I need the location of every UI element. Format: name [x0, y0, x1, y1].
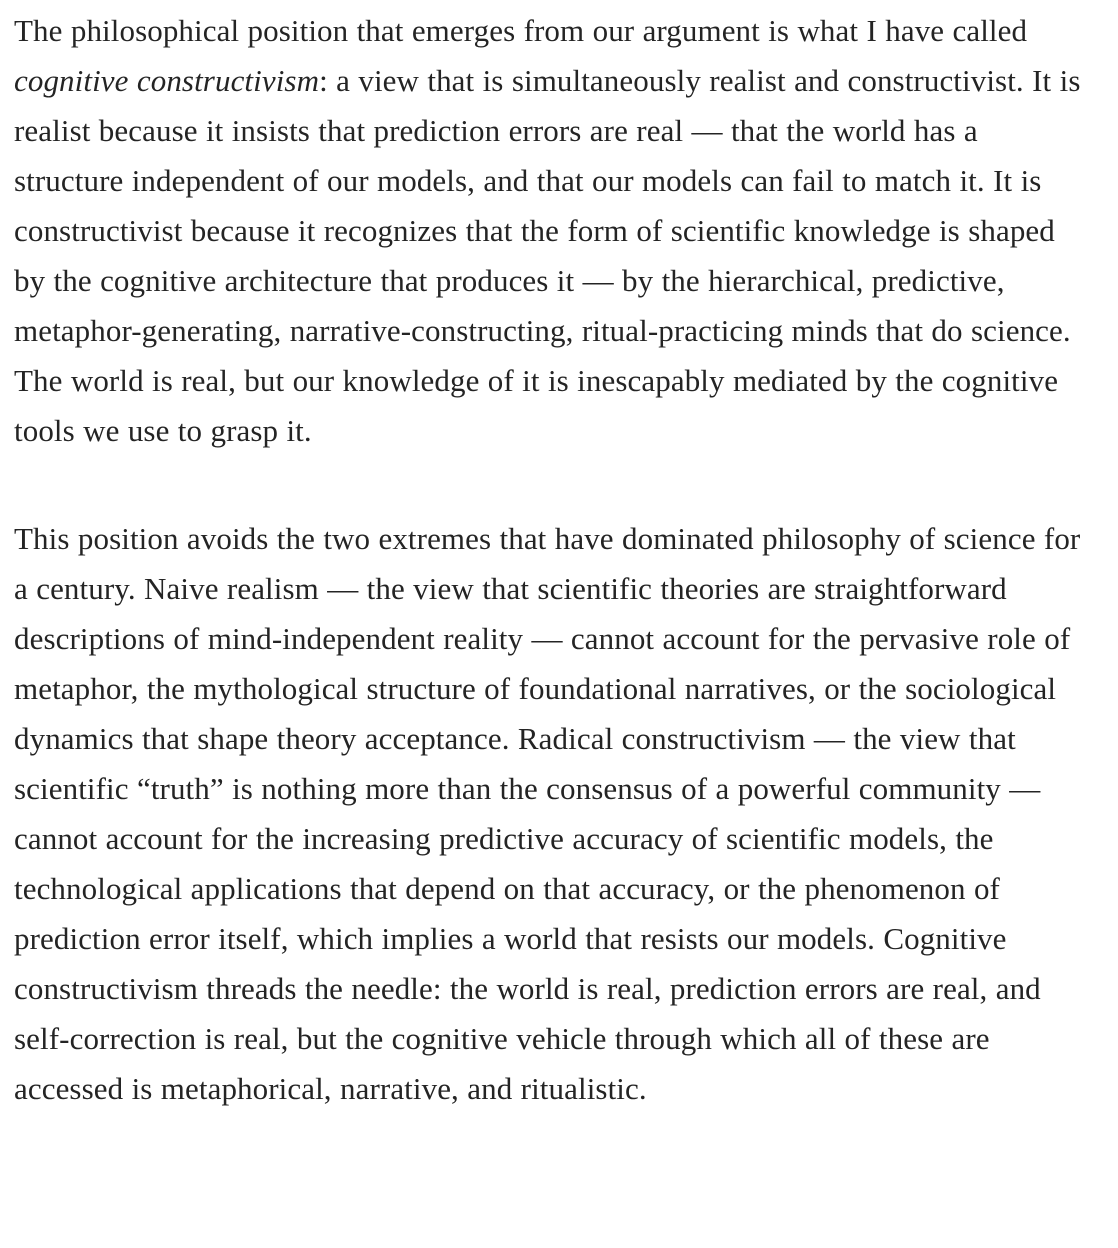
italic-term-cognitive-constructivism: cognitive constructivism	[14, 63, 320, 98]
paragraph-1	[14, 6, 1094, 456]
paragraph-1-text-after-italic: : a view that is simultaneously realist and constructivist. It is realist because it insists that prediction errors are real — that the world has a structure independent of our models, and that our models can fail to match it. It is constructivist because it recognizes that the form of scientific knowledge is shaped by the cognitive architecture that produces it — by the hierarchical, predictive, metaphor-generating, narrative-constructing, ritual-practicing minds that do science. The world is real, but our knowledge of it is inescapably mediated by the cognitive tools we use to grasp it.	[14, 63, 1081, 448]
paragraph-2: This position avoids the two extremes that have dominated philosophy of science for a century. Naive realism — the view that scientific theories are straightforward descriptions of mind-independent reality — cannot account for the pervasive role of metaphor, the mythological structure of foundational narratives, or the sociological dynamics that shape theory acceptance. Radical constructivism — the view that scientific “truth” is nothing more than the consensus of a powerful community — cannot account for the increasing predictive accuracy of scientific models, the technological applications that depend on that accuracy, or the phenomenon of prediction error itself, which implies a world that resists our models. Cognitive constructivism threads the needle: the world is real, prediction errors are real, and self-correction is real, but the cognitive vehicle through which all of these are accessed is metaphorical, narrative, and ritualistic.	[14, 521, 1081, 1106]
paragraph-1-text-before-italic: The philosophical position that emerges from our argument is what I have called	[14, 13, 1028, 48]
